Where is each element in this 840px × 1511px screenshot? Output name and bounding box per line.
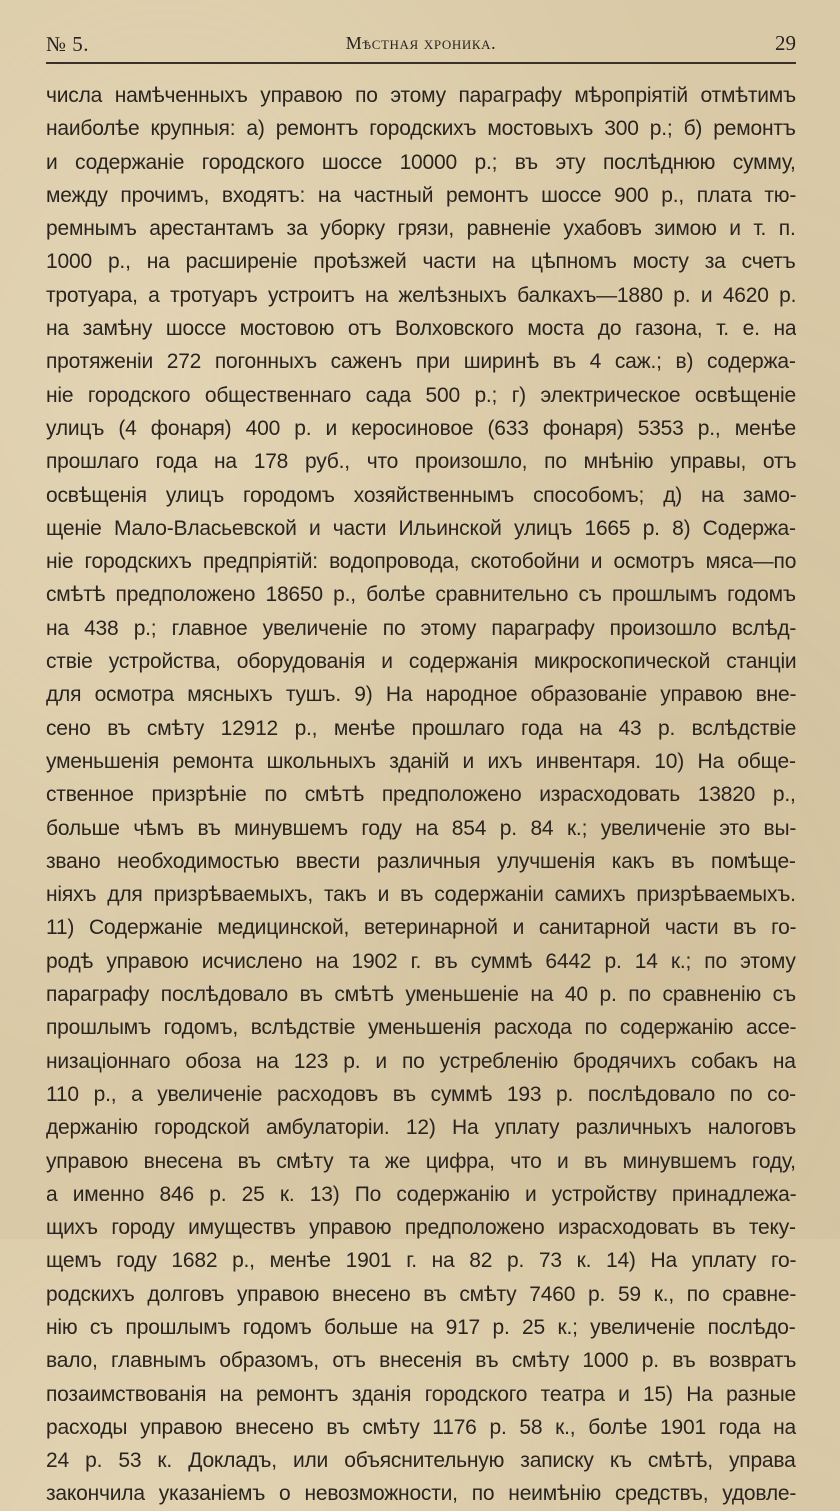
text-line: 24 р. 53 к. Докладъ, или объяснительную записку къ смѣтѣ, управа [46,1449,796,1473]
text-line: звано необходимостью ввести различныя улучшенія какъ въ помѣще- [46,849,796,873]
issue-number: № 5. [46,32,90,56]
text-line: ніяхъ для призрѣваемыхъ, такъ и въ содержаніи самихъ призрѣваемыхъ. [46,883,796,907]
text-line: улицъ (4 фонаря) 400 р. и керосиновое (633 фонаря) 5353 р., менѣе [46,416,796,440]
text-line: ственное призрѣніе по смѣтѣ предположено израсходовать 13820 р., [46,783,796,807]
text-line: на 438 р.; главное увеличеніе по этому параграфу произошло вслѣд- [46,616,796,640]
text-line: протяженіи 272 погонныхъ саженъ при ширинѣ въ 4 саж.; в) содержа- [46,350,796,374]
text-line: тротуара, а тротуаръ устроитъ на желѣзныхъ балкахъ—1880 р. и 4620 р. [46,283,796,307]
text-line: больше чѣмъ въ минувшемъ году на 854 р. 84 к.; увеличеніе это вы- [46,816,796,840]
text-line: прошлаго года на 178 руб., что произошло, по мнѣнію управы, отъ [46,450,796,474]
text-line: ніе городского общественнаго сада 500 р.; г) электрическое освѣщеніе [46,383,796,407]
text-line: вало, главнымъ образомъ, отъ внесенія въ смѣту 1000 р. въ возвратъ [46,1349,796,1373]
text-line: 11) Содержаніе медицинской, ветеринарной и санитарной части въ го- [46,916,796,940]
text-line: нію съ прошлымъ годомъ больше на 917 р. 25 к.; увеличеніе послѣдо- [46,1315,796,1339]
text-line: ніе городскихъ предпріятій: водопровода, скотобойни и осмотръ мяса—по [46,550,796,574]
text-line: для осмотра мясныхъ тушъ. 9) На народное образованіе управою вне- [46,683,796,707]
header-rule [46,62,796,64]
text-line: родскихъ долговъ управою внесено въ смѣту 7460 р. 59 к., по сравне- [46,1282,796,1306]
text-line: наиболѣе крупныя: а) ремонтъ городскихъ мостовыхъ 300 р.; б) ремонтъ [46,117,796,141]
page-number: 29 [775,31,796,55]
text-line: ствіе устройства, оборудованія и содержанія микроскопической станціи [46,650,796,674]
text-line: а именно 846 р. 25 к. 13) По содержанію и устройству принадлежа- [46,1182,796,1206]
text-line: щихъ городу имуществъ управою предположено израсходовать въ теку- [46,1216,796,1240]
text-line: на замѣну шоссе мостовою отъ Волховского моста до газона, т. е. на [46,317,796,341]
text-line: щемъ году 1682 р., менѣе 1901 г. на 82 р. 73 к. 14) На уплату го- [46,1249,796,1273]
text-line: прошлымъ годомъ, вслѣдствіе уменьшенія расхода по содержанію ассе- [46,1016,796,1040]
text-line: ремнымъ арестантамъ за уборку грязи, равненіе ухабовъ зимою и т. п. [46,217,796,241]
text-line: освѣщенія улицъ городомъ хозяйственнымъ способомъ; д) на замо- [46,483,796,507]
text-line: позаимствованія на ремонтъ зданія городского театра и 15) На разные [46,1382,796,1406]
text-line: низаціоннаго обоза на 123 р. и по устребленію бродячихъ собакъ на [46,1049,796,1073]
text-line: закончила указаніемъ о невозможности, по неимѣнію средствъ, удовле- [46,1482,796,1506]
text-line: сено въ смѣту 12912 р., менѣе прошлаго года на 43 р. вслѣдствіе [46,716,796,740]
text-line: уменьшенія ремонта школьныхъ зданій и ихъ инвентаря. 10) На обще- [46,749,796,773]
body-text [46,79,796,1511]
running-header [46,28,796,62]
text-line: управою внесена въ смѣту та же цифра, что и въ минувшемъ году, [46,1149,796,1173]
text-line: 1000 р., на расширеніе проѣзжей части на цѣпномъ мосту за счетъ [46,250,796,274]
document-page [46,28,796,1506]
text-line: держанію городской амбулаторіи. 12) На уплату различныхъ налоговъ [46,1116,796,1140]
text-line: параграфу послѣдовало въ смѣтѣ уменьшеніе на 40 р. по сравненію съ [46,983,796,1007]
text-line: смѣтѣ предположено 18650 р., болѣе сравнительно съ прошлымъ годомъ [46,583,796,607]
section-title: Мѣстная хроника. [345,33,497,53]
text-line: родѣ управою исчислено на 1902 г. въ суммѣ 6442 р. 14 к.; по этому [46,949,796,973]
text-line: и содержаніе городского шоссе 10000 р.; въ эту послѣднюю сумму, [46,150,796,174]
text-line: щеніе Мало-Власьевской и части Ильинской улицъ 1665 р. 8) Содержа- [46,516,796,540]
text-line: между прочимъ, входятъ: на частный ремонтъ шоссе 900 р., плата тю- [46,183,796,207]
text-line: числа намѣченныхъ управою по этому параграфу мѣропріятій отмѣтимъ [46,84,796,107]
text-line: расходы управою внесено въ смѣту 1176 р. 58 к., болѣе 1901 года на [46,1415,796,1439]
text-line: 110 р., а увеличеніе расходовъ въ суммѣ 193 р. послѣдовало по со- [46,1082,796,1106]
